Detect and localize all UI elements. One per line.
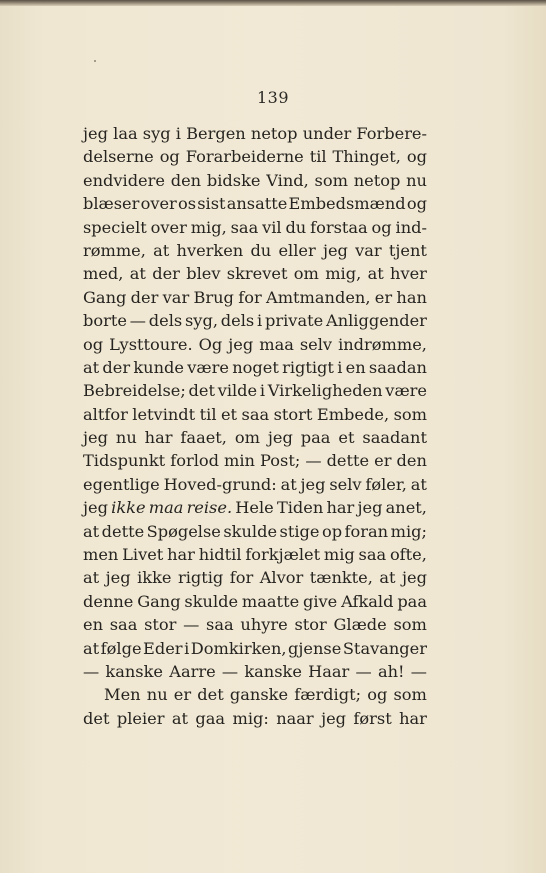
word: nu (406, 170, 427, 190)
word: Hoved-grund: (163, 474, 277, 494)
word: som (314, 170, 348, 190)
word: Lysttoure. (109, 334, 193, 354)
word: Virkeligheden (267, 381, 383, 401)
text-line (83, 449, 427, 472)
page-top-edge (0, 0, 546, 6)
word: saadan (368, 357, 427, 377)
word: i (257, 311, 263, 331)
word: er (173, 685, 192, 705)
word: og (83, 334, 104, 354)
paper-speck (94, 60, 96, 62)
word: jeg (321, 708, 347, 728)
word: skrevet (226, 264, 288, 284)
word: Spøgelse (146, 521, 221, 541)
word: følge (100, 638, 142, 658)
word: Gang (83, 287, 127, 307)
text-line (83, 543, 427, 566)
word: mig (323, 545, 355, 565)
text-line (83, 473, 427, 496)
word: op (321, 521, 343, 541)
word: selv (329, 474, 362, 494)
word: endvidere (83, 170, 165, 190)
word: stor (144, 615, 177, 635)
word: saa (109, 615, 138, 635)
word: rømme, (83, 240, 146, 260)
word: dette (101, 521, 145, 541)
word: kunde (133, 357, 184, 377)
word: at (83, 638, 100, 658)
word: at (83, 357, 100, 377)
word: Eder (143, 638, 183, 658)
word: maa (259, 334, 294, 354)
word: et (338, 428, 355, 448)
text-line (83, 333, 427, 356)
text-line (83, 169, 427, 192)
word: vilde (217, 381, 258, 401)
word: min (224, 451, 255, 471)
word: og (406, 147, 427, 167)
word: Gang (137, 591, 181, 611)
word: jeg (300, 474, 326, 494)
word: nu (146, 685, 168, 705)
word: den (396, 451, 427, 471)
word: var (355, 240, 382, 260)
word: mig, (190, 217, 227, 237)
word: anet, (385, 498, 427, 518)
word: ansatte (226, 194, 288, 214)
word: — (183, 615, 200, 635)
word: at (280, 474, 297, 494)
word: under (302, 124, 352, 143)
word: Post; (260, 451, 301, 471)
word: jeg (357, 498, 383, 518)
text-line (83, 262, 427, 285)
word: altfor (83, 404, 128, 424)
word: saadant (362, 428, 427, 448)
word: syg, (185, 311, 218, 331)
word: Afkald (341, 591, 394, 611)
word: maatte (241, 591, 300, 611)
word: Tiden (276, 498, 324, 518)
word: mig; (390, 521, 427, 541)
word: Amtmanden, (266, 287, 371, 307)
word: Hele (235, 498, 274, 518)
text-line (83, 122, 427, 145)
text-line (83, 590, 427, 613)
word: først (353, 708, 392, 728)
word: eller (278, 240, 316, 260)
word: Embedsmænd (288, 194, 406, 214)
word: indrømme, (338, 334, 427, 354)
word: har (144, 428, 173, 448)
word: være (187, 357, 229, 377)
word: kanske (105, 661, 164, 681)
word: forstaa (310, 217, 368, 237)
text-line (83, 286, 427, 309)
word: Brug (193, 287, 234, 307)
word: føler, (365, 474, 407, 494)
word: at (171, 708, 189, 728)
word: hverken (176, 240, 244, 260)
word: han (396, 287, 427, 307)
word: jeg (83, 498, 108, 518)
word: pleier (116, 708, 165, 728)
word: og (159, 147, 180, 167)
word: og (371, 217, 392, 237)
word: jeg (267, 428, 293, 448)
word: at (83, 521, 100, 541)
word: blev (186, 264, 221, 284)
word: mig, (325, 264, 362, 284)
word: har (167, 545, 195, 565)
word: et (220, 404, 238, 424)
word: er (374, 287, 393, 307)
word: reise. (186, 498, 233, 518)
word: Thinget, (332, 147, 401, 167)
word: hver (390, 264, 427, 284)
word: foran (344, 521, 389, 541)
word: stige (279, 521, 320, 541)
word: nu (115, 428, 137, 448)
word: om (293, 264, 319, 284)
word: — (129, 311, 146, 331)
word: saa (241, 404, 270, 424)
word: jeg (83, 428, 108, 448)
word: du (250, 240, 272, 260)
word: ind- (395, 217, 427, 237)
word: tjent (388, 240, 427, 260)
word: laa (113, 124, 138, 143)
word: Domkirken, (190, 638, 287, 658)
word: Forbere- (356, 124, 427, 143)
word: Glæde (333, 615, 387, 635)
word: om (234, 428, 260, 448)
word: saa (206, 615, 234, 635)
word: en (345, 357, 366, 377)
word: du (285, 217, 307, 237)
word: ofte, (389, 545, 427, 565)
word: som (393, 615, 427, 635)
word: maa (148, 498, 184, 518)
word: — (355, 661, 372, 681)
word: rigtig (177, 568, 224, 588)
text-line (83, 566, 427, 589)
text-line (83, 520, 427, 543)
word: gjense (288, 638, 342, 658)
word: og (406, 194, 427, 214)
text-line (83, 683, 427, 706)
word: selv (299, 334, 333, 354)
word: letvindt (132, 404, 196, 424)
word: at (153, 240, 170, 260)
word: saa (358, 545, 387, 565)
word: kanske (244, 661, 302, 681)
word: paa (397, 591, 427, 611)
word: Stavanger (342, 638, 427, 658)
word: give (302, 591, 338, 611)
word: Men (104, 685, 141, 705)
word: der (102, 357, 131, 377)
word: der (152, 264, 180, 284)
text-line (83, 496, 427, 519)
text-line (83, 356, 427, 379)
word: ah! (377, 661, 405, 681)
word: en (83, 615, 104, 635)
word: tænkte, (309, 568, 373, 588)
word: dels (148, 311, 183, 331)
word: dels (220, 311, 255, 331)
word: det (197, 685, 224, 705)
word: med, (83, 264, 124, 284)
word: men (83, 545, 119, 565)
word: over (150, 217, 187, 237)
word: for (238, 287, 262, 307)
word: denne (83, 591, 134, 611)
word: paa (300, 428, 331, 448)
word: — (410, 661, 427, 681)
word: har (399, 708, 427, 728)
text-line (83, 145, 427, 168)
word: jeg (105, 568, 131, 588)
text-line (83, 426, 427, 449)
word: stort (273, 404, 313, 424)
word: vil (262, 217, 282, 237)
word: jeg (322, 240, 348, 260)
word: Bergen (186, 124, 246, 143)
text-line (83, 660, 427, 683)
word: som (393, 685, 427, 705)
word: har (326, 498, 355, 518)
word: mig: (232, 708, 269, 728)
word: borte (83, 311, 127, 331)
word: dette (326, 451, 370, 471)
word: i (175, 124, 181, 143)
word: gaa (195, 708, 226, 728)
word: i (337, 357, 343, 377)
word: være (385, 381, 427, 401)
word: blæser (83, 194, 140, 214)
word: uhyre (240, 615, 288, 635)
word: bidske (206, 170, 261, 190)
word: egentlige (83, 474, 160, 494)
word: Bebreidelse; (83, 381, 186, 401)
word: naar (276, 708, 314, 728)
word: jeg (402, 568, 427, 588)
text-line (83, 403, 427, 426)
word: stor (294, 615, 327, 635)
word: at (129, 264, 146, 284)
word: som (393, 404, 427, 424)
word: private (265, 311, 324, 331)
word: at (410, 474, 427, 494)
text-line (83, 379, 427, 402)
word: færdigt; (294, 685, 362, 705)
text-line (83, 239, 427, 262)
word: Og (198, 334, 223, 354)
word: der (130, 287, 159, 307)
word: den (170, 170, 202, 190)
word: delserne (83, 147, 154, 167)
word: at (83, 568, 100, 588)
word: rigtigt (282, 357, 334, 377)
word: netop (353, 170, 401, 190)
word: for (229, 568, 254, 588)
word: i (259, 381, 266, 401)
body-text (83, 122, 427, 730)
word: Anliggender (326, 311, 427, 331)
word: — (83, 661, 100, 681)
word: Aarre (169, 661, 216, 681)
word: var (162, 287, 190, 307)
word: Livet (122, 545, 164, 565)
word: ikke (137, 568, 172, 588)
word: saa (230, 217, 259, 237)
word: os (177, 194, 197, 214)
word: syg (142, 124, 171, 143)
word: Haar (308, 661, 350, 681)
word: at (367, 264, 384, 284)
word: Tidspunkt (83, 451, 166, 471)
word: skulde (223, 521, 278, 541)
text-line (83, 309, 427, 332)
word: jeg (83, 124, 108, 143)
word: forlod (170, 451, 219, 471)
word: forkjælet (245, 545, 321, 565)
word: — (305, 451, 322, 471)
word: faaet, (180, 428, 227, 448)
text-line (83, 637, 427, 660)
word: Vind, (266, 170, 309, 190)
word: ganske (229, 685, 289, 705)
word: er (374, 451, 392, 471)
word: Embede, (316, 404, 390, 424)
text-line (83, 613, 427, 636)
word: sist (197, 194, 226, 214)
word: Forarbeiderne (185, 147, 304, 167)
word: til (199, 404, 217, 424)
word: — (221, 661, 239, 681)
word: specielt (83, 217, 147, 237)
word: skulde (184, 591, 239, 611)
word: noget (232, 357, 279, 377)
word: netop (250, 124, 298, 143)
word: i (184, 638, 190, 658)
word: og (367, 685, 388, 705)
word: ikke (111, 498, 146, 518)
word: det (188, 381, 215, 401)
word: at (379, 568, 396, 588)
page-number: 139 (256, 88, 290, 107)
text-line (83, 707, 427, 730)
text-line (83, 216, 427, 239)
word: til (309, 147, 327, 167)
word: Alvor (259, 568, 304, 588)
word: over (140, 194, 177, 214)
word: jeg (228, 334, 254, 354)
text-line (83, 192, 427, 215)
word: det (83, 708, 110, 728)
word: hidtil (198, 545, 242, 565)
